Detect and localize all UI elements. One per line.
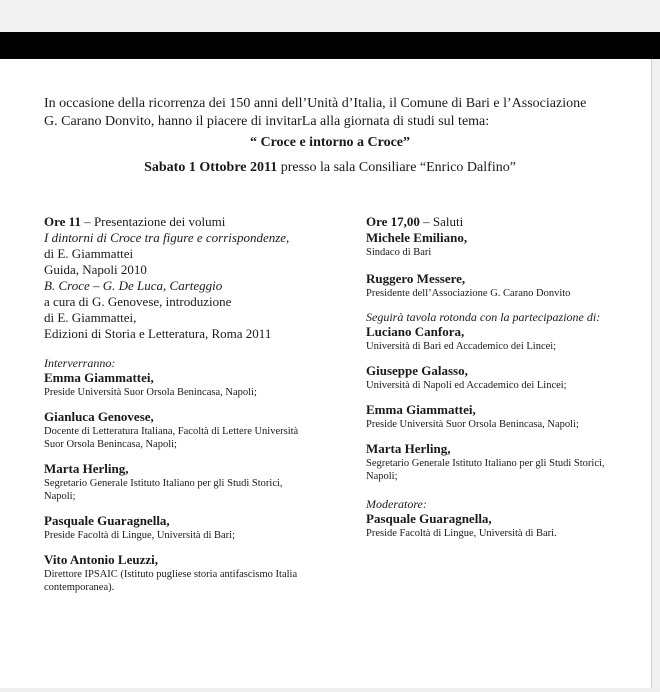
moderator-label: Moderatore: bbox=[366, 497, 427, 511]
person-name: Vito Antonio Leuzzi, bbox=[44, 552, 158, 567]
event-dateline bbox=[0, 160, 660, 176]
person-entry bbox=[44, 552, 344, 594]
person-role: Napoli; bbox=[44, 491, 76, 502]
person-name: Emma Giammattei, bbox=[366, 402, 476, 417]
book2-author: di E. Giammattei, bbox=[44, 310, 137, 325]
person-role: contemporanea). bbox=[44, 582, 115, 593]
greeter bbox=[366, 230, 636, 259]
intro-line-2: G. Carano Donvito, hanno il piacere di invitarLa alla giornata di studi sul tema: bbox=[44, 114, 490, 129]
participants-list bbox=[366, 324, 636, 483]
moderator-name: Pasquale Guaragnella, bbox=[366, 511, 492, 526]
viewer-toolbar bbox=[0, 32, 660, 59]
intro-line-1: In occasione della ricorrenza dei 150 anni dell’Unità d’Italia, il Comune di Bari e l’Associazione bbox=[44, 96, 587, 111]
afternoon-program bbox=[366, 214, 636, 550]
person-entry bbox=[44, 513, 344, 542]
book2-title: B. Croce – G. De Luca, Carteggio bbox=[44, 278, 223, 293]
person-name: Emma Giammattei, bbox=[44, 370, 154, 385]
moderator bbox=[366, 511, 636, 540]
person-name: Marta Herling, bbox=[366, 441, 451, 456]
person-entry bbox=[366, 402, 636, 431]
book1-author: di E. Giammattei bbox=[44, 246, 134, 261]
book2-curator: a cura di G. Genovese, introduzione bbox=[44, 294, 232, 309]
roundtable-label: Seguirà tavola rotonda con la partecipazione di: bbox=[366, 310, 601, 324]
greeter-role: Sindaco di Bari bbox=[366, 247, 432, 258]
book1-publisher: Guida, Napoli 2010 bbox=[44, 262, 147, 277]
book1-title: I dintorni di Croce tra figure e corrispondenze, bbox=[44, 230, 290, 245]
person-role: Preside Università Suor Orsola Benincasa, Napoli; bbox=[44, 387, 257, 398]
person-name: Luciano Canfora, bbox=[366, 324, 465, 339]
person-name: Giuseppe Galasso, bbox=[366, 363, 468, 378]
page-bottom-edge bbox=[0, 688, 660, 692]
afternoon-time: Ore 17,00 bbox=[366, 214, 420, 229]
person-role: Direttore IPSAIC (Istituto pugliese storia antifascismo Italia bbox=[44, 569, 298, 580]
invitation-intro bbox=[44, 95, 624, 131]
afternoon-time-desc: – Saluti bbox=[419, 214, 464, 229]
person-role: Università di Napoli ed Accademico dei Lincei; bbox=[366, 380, 567, 391]
event-theme: “ Croce e intorno a Croce” bbox=[249, 135, 411, 150]
person-role: Docente di Letteratura Italiana, Facoltà di Lettere Università bbox=[44, 426, 299, 437]
person-entry bbox=[366, 324, 636, 353]
morning-time: Ore 11 bbox=[44, 214, 81, 229]
afternoon-time-line bbox=[366, 214, 636, 230]
person-role: Preside Università Suor Orsola Benincasa, Napoli; bbox=[366, 419, 579, 430]
person-name: Gianluca Genovese, bbox=[44, 409, 154, 424]
morning-time-line bbox=[44, 214, 344, 230]
speakers-label: Interverranno: bbox=[44, 356, 116, 370]
viewer-top-bar bbox=[0, 0, 660, 32]
person-entry bbox=[366, 363, 636, 392]
event-venue: presso la sala Consiliare “Enrico Dalfino” bbox=[277, 160, 516, 175]
event-date: Sabato 1 Ottobre 2011 bbox=[144, 160, 278, 175]
person-entry bbox=[44, 461, 344, 503]
moderator-role: Preside Facoltà di Lingue, Università di Bari. bbox=[366, 528, 557, 539]
person-role: Segretario Generale Istituto Italiano per gli Studi Storici, bbox=[366, 458, 605, 469]
book2-publisher: Edizioni di Storia e Letteratura, Roma 2011 bbox=[44, 326, 272, 341]
greeter-name: Ruggero Messere, bbox=[366, 271, 466, 286]
person-name: Pasquale Guaragnella, bbox=[44, 513, 170, 528]
person-role: Segretario Generale Istituto Italiano per gli Studi Storici, bbox=[44, 478, 283, 489]
person-entry bbox=[44, 370, 344, 399]
person-role: Suor Orsola Benincasa, Napoli; bbox=[44, 439, 177, 450]
person-role: Università di Bari ed Accademico dei Lincei; bbox=[366, 341, 557, 352]
greeter-name: Michele Emiliano, bbox=[366, 230, 468, 245]
person-name: Marta Herling, bbox=[44, 461, 129, 476]
person-entry bbox=[44, 409, 344, 451]
person-entry bbox=[366, 441, 636, 483]
morning-program bbox=[44, 214, 344, 604]
speakers-list bbox=[44, 370, 344, 594]
morning-time-desc: – Presentazione dei volumi bbox=[80, 214, 226, 229]
person-role: Napoli; bbox=[366, 471, 398, 482]
greeter bbox=[366, 271, 636, 300]
scrollbar[interactable] bbox=[651, 59, 660, 692]
greeter-role: Presidente dell’Associazione G. Carano Donvito bbox=[366, 288, 571, 299]
person-role: Preside Facoltà di Lingue, Università di Bari; bbox=[44, 530, 235, 541]
